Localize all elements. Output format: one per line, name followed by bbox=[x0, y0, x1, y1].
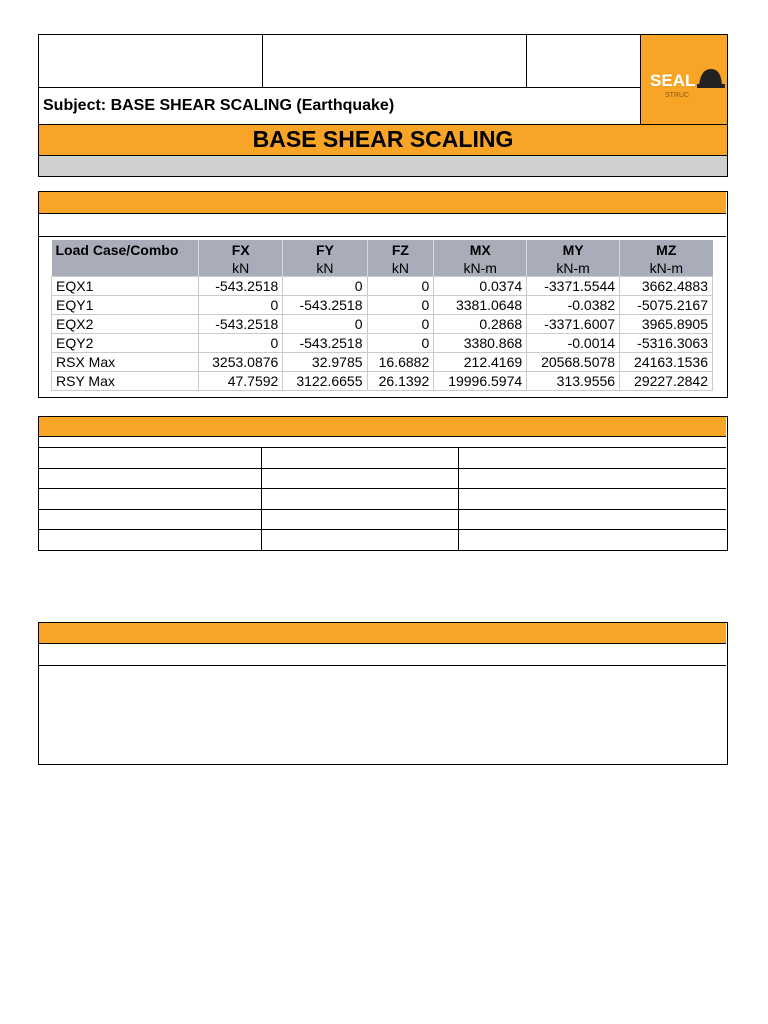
unit-header: kN-m bbox=[620, 259, 713, 277]
unit-header bbox=[52, 259, 199, 277]
value-cell: 3662.4883 bbox=[620, 277, 713, 296]
table-units-row bbox=[52, 259, 713, 277]
unit-header: kN bbox=[283, 259, 367, 277]
value-cell: 212.4169 bbox=[434, 353, 527, 372]
value-cell: 0 bbox=[367, 277, 434, 296]
subject-line: Subject: BASE SHEAR SCALING (Earthquake) bbox=[39, 87, 640, 124]
value-cell: 47.7592 bbox=[199, 372, 283, 391]
grid-line bbox=[39, 529, 726, 530]
grid-line bbox=[39, 447, 726, 448]
value-cell: -5075.2167 bbox=[620, 296, 713, 315]
header-cell-1 bbox=[39, 35, 263, 87]
table-row bbox=[52, 334, 713, 353]
value-cell: 3380.868 bbox=[434, 334, 527, 353]
scaling-section bbox=[38, 416, 728, 551]
value-cell: 3253.0876 bbox=[199, 353, 283, 372]
value-cell: -0.0382 bbox=[527, 296, 620, 315]
value-cell: 0 bbox=[199, 334, 283, 353]
unit-header: kN bbox=[199, 259, 283, 277]
value-cell: 0.0374 bbox=[434, 277, 527, 296]
value-cell: 3381.0648 bbox=[434, 296, 527, 315]
value-cell: -3371.5544 bbox=[527, 277, 620, 296]
section-header-bar bbox=[39, 417, 726, 437]
value-cell: 0 bbox=[367, 334, 434, 353]
column-header: FY bbox=[283, 240, 367, 259]
company-logo bbox=[640, 35, 727, 124]
grid-line bbox=[39, 488, 726, 489]
value-cell: 0 bbox=[283, 315, 367, 334]
load-case-cell: RSX Max bbox=[52, 353, 199, 372]
value-cell: -543.2518 bbox=[283, 334, 367, 353]
logo-subtext: STRUC bbox=[665, 92, 690, 99]
column-header: FZ bbox=[367, 240, 434, 259]
load-case-cell: RSY Max bbox=[52, 372, 199, 391]
value-cell: 24163.1536 bbox=[620, 353, 713, 372]
grid-line bbox=[39, 665, 726, 666]
value-cell: -543.2518 bbox=[199, 315, 283, 334]
section-header-bar bbox=[39, 623, 726, 644]
logo-text: SEAL bbox=[650, 71, 696, 90]
table-row bbox=[52, 315, 713, 334]
value-cell: 0 bbox=[367, 315, 434, 334]
value-cell: 0.2868 bbox=[434, 315, 527, 334]
column-header: MY bbox=[527, 240, 620, 259]
value-cell: 3965.8905 bbox=[620, 315, 713, 334]
value-cell: -5316.3063 bbox=[620, 334, 713, 353]
value-cell: 313.9556 bbox=[527, 372, 620, 391]
section-header-bar bbox=[39, 192, 726, 214]
reactions-section bbox=[38, 191, 728, 398]
value-cell: 0 bbox=[283, 277, 367, 296]
table-header-row bbox=[52, 240, 713, 259]
header-cell-3 bbox=[526, 35, 640, 87]
gray-strip bbox=[39, 156, 727, 176]
load-case-cell: EQY2 bbox=[52, 334, 199, 353]
header-cell-2 bbox=[262, 35, 527, 87]
unit-header: kN-m bbox=[434, 259, 527, 277]
header-box bbox=[38, 34, 728, 177]
load-case-cell: EQX2 bbox=[52, 315, 199, 334]
unit-header: kN bbox=[367, 259, 434, 277]
value-cell: 0 bbox=[367, 296, 434, 315]
value-cell: 19996.5974 bbox=[434, 372, 527, 391]
value-cell: 32.9785 bbox=[283, 353, 367, 372]
page-title: BASE SHEAR SCALING bbox=[39, 124, 727, 156]
notes-section bbox=[38, 622, 728, 765]
value-cell: -543.2518 bbox=[199, 277, 283, 296]
grid-line bbox=[261, 447, 262, 550]
value-cell: 16.6882 bbox=[367, 353, 434, 372]
grid-line bbox=[39, 509, 726, 510]
table-row bbox=[52, 372, 713, 391]
value-cell: 20568.5078 bbox=[527, 353, 620, 372]
value-cell: -0.0014 bbox=[527, 334, 620, 353]
value-cell: -3371.6007 bbox=[527, 315, 620, 334]
table-row bbox=[52, 353, 713, 372]
load-case-cell: EQX1 bbox=[52, 277, 199, 296]
value-cell: 3122.6655 bbox=[283, 372, 367, 391]
table-row bbox=[52, 296, 713, 315]
section-divider bbox=[39, 236, 726, 237]
unit-header: kN-m bbox=[527, 259, 620, 277]
grid-line bbox=[458, 447, 459, 550]
value-cell: 0 bbox=[199, 296, 283, 315]
base-reactions-table bbox=[51, 240, 713, 391]
load-case-cell: EQY1 bbox=[52, 296, 199, 315]
column-header: MZ bbox=[620, 240, 713, 259]
table-row bbox=[52, 277, 713, 296]
column-header: MX bbox=[434, 240, 527, 259]
value-cell: 29227.2842 bbox=[620, 372, 713, 391]
value-cell: 26.1392 bbox=[367, 372, 434, 391]
column-header: Load Case/Combo bbox=[52, 240, 199, 259]
value-cell: -543.2518 bbox=[283, 296, 367, 315]
grid-line bbox=[39, 468, 726, 469]
column-header: FX bbox=[199, 240, 283, 259]
